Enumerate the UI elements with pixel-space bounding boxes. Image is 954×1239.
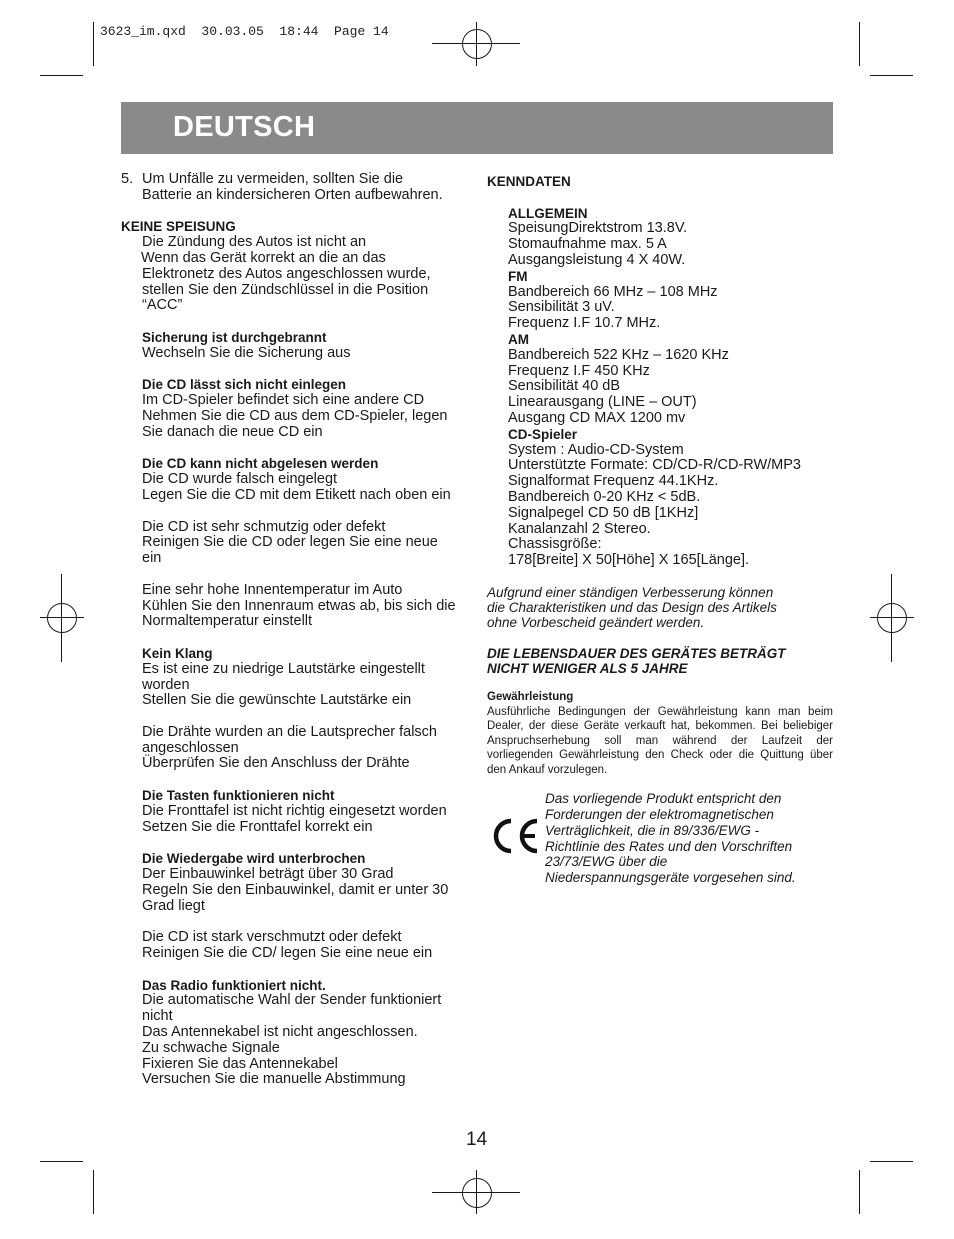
text-line: Die CD ist sehr schmutzig oder defekt <box>142 518 386 535</box>
section-heading: Die Tasten funktionieren nicht <box>142 788 335 804</box>
text-line: ein <box>142 550 162 567</box>
section-heading: Kein Klang <box>142 645 213 661</box>
registration-mark-top-circle <box>462 29 492 59</box>
crop-mark <box>40 1161 83 1162</box>
section-heading: KEINE SPEISUNG <box>121 219 236 235</box>
spec-line: Bandbereich 0-20 KHz < 5dB. <box>508 488 701 505</box>
text-line: Forderungen der elektromagnetischen <box>545 806 774 822</box>
item-number: 5. <box>121 171 134 187</box>
banner-title: DEUTSCH <box>173 111 316 143</box>
crop-mark <box>40 75 83 76</box>
text-line: Fixieren Sie das Antennekabel <box>142 1055 338 1072</box>
spec-line: Sensibilität 3 uV. <box>508 299 615 316</box>
text-line: angeschlossen <box>142 739 239 756</box>
spec-line: Kanalanzahl 2 Stereo. <box>508 520 651 537</box>
crop-mark <box>859 1170 860 1214</box>
spec-line: Signalformat Frequenz 44.1KHz. <box>508 473 719 490</box>
text-line: Batterie an kindersicheren Orten aufbewahren. <box>142 186 443 203</box>
text-line: Die CD ist stark verschmutzt oder defekt <box>142 929 402 946</box>
text-line: stellen Sie den Zündschlüssel in die Position <box>142 281 429 298</box>
text-line: nicht <box>142 1008 173 1025</box>
spec-line: Bandbereich 66 MHz – 108 MHz <box>508 283 718 300</box>
language-banner <box>121 102 833 154</box>
text-line: DIE LEBENSDAUER DES GERÄTES BETRÄGT <box>487 645 786 661</box>
troubleshooting-column <box>121 172 471 1088</box>
spec-line: SpeisungDirektstrom 13.8V. <box>508 220 688 237</box>
text-line: Die Drähte wurden an die Lautsprecher falsch <box>142 723 437 740</box>
text-line: Setzen Sie die Fronttafel korrekt ein <box>142 818 373 835</box>
spec-line: Frequenz I.F 450 KHz <box>508 362 650 379</box>
spec-list <box>487 206 833 569</box>
section-heading: Die Wiedergabe wird unterbrochen <box>142 851 366 867</box>
text-line: 23/73/EWG über die <box>545 854 668 870</box>
text-line: Aufgrund einer ständigen Verbesserung können <box>487 584 774 600</box>
text-line: Stellen Sie die gewünschte Lautstärke ein <box>142 692 412 709</box>
crop-mark <box>859 22 860 66</box>
text-line: worden <box>142 676 190 693</box>
section-heading: Die CD kann nicht abgelesen werden <box>142 456 379 472</box>
registration-mark-right-circle <box>877 603 907 633</box>
text-line: Die Zündung des Autos ist nicht an <box>142 234 367 251</box>
text-line: Legen Sie die CD mit dem Etikett nach oben ein <box>142 486 451 503</box>
section-heading: Sicherung ist durchgebrannt <box>142 329 327 345</box>
spec-heading: CD-Spieler <box>508 426 578 442</box>
text-line: Sie danach die neue CD ein <box>142 423 323 440</box>
section-heading: Die CD lässt sich nicht einlegen <box>142 377 347 393</box>
spec-line: Signalpegel CD 50 dB [1KHz] <box>508 504 699 521</box>
crop-mark <box>93 22 94 66</box>
text-line: Wenn das Gerät korrekt an die an das <box>141 249 386 266</box>
spec-heading: ALLGEMEIN <box>508 205 588 221</box>
page-number: 14 <box>466 1129 488 1150</box>
section-heading: KENNDATEN <box>487 174 571 189</box>
text-line: Der Einbauwinkel beträgt über 30 Grad <box>142 866 394 883</box>
text-line: Versuchen Sie die manuelle Abstimmung <box>142 1071 406 1088</box>
text-line: Um Unfälle zu vermeiden, sollten Sie die <box>142 171 404 187</box>
registration-mark-left-circle <box>47 603 77 633</box>
ce-mark-icon <box>489 815 543 857</box>
text-line: die Charakteristiken und das Design des Artikels <box>487 599 777 615</box>
spec-line: Chassisgröße: <box>508 536 602 553</box>
text-line: Reinigen Sie die CD oder legen Sie eine neue <box>142 534 438 551</box>
text-line: Grad liegt <box>142 897 205 914</box>
text-line: Die automatische Wahl der Sender funktioniert <box>142 992 442 1009</box>
text-line: Im CD-Spieler befindet sich eine andere CD <box>142 392 425 409</box>
section-body <box>121 251 471 314</box>
spec-heading: FM <box>508 268 528 284</box>
spec-line: Frequenz I.F 10.7 MHz. <box>508 315 661 332</box>
spec-line: Sensibilität 40 dB <box>508 378 621 395</box>
crop-mark <box>870 75 913 76</box>
lifespan-notice <box>487 646 833 678</box>
text-line: Niederspannungsgeräte vorgesehen sind. <box>545 870 796 886</box>
text-line: Regeln Sie den Einbauwinkel, damit er unter 30 <box>142 881 449 898</box>
text-line: Die CD wurde falsch eingelegt <box>142 471 338 488</box>
spec-line: Linearausgang (LINE – OUT) <box>508 394 697 411</box>
text-line: Verträglichkeit, die in 89/336/EWG - <box>545 822 760 838</box>
text-line: Das Antennekabel ist nicht angeschlossen. <box>142 1024 418 1041</box>
spec-line: 178[Breite] X 50[Höhe] X 165[Länge]. <box>508 552 750 569</box>
spec-line: Ausgangsleistung 4 X 40W. <box>508 251 686 268</box>
text-line: Das vorliegende Produkt entspricht den <box>545 791 782 807</box>
ce-text <box>545 791 835 886</box>
spec-line: System : Audio-CD-System <box>508 441 684 458</box>
print-slug: 3623_im.qxd 30.03.05 18:44 Page 14 <box>100 24 389 39</box>
text-line: ohne Vorbescheid geändert werden. <box>487 614 705 630</box>
spec-line: Stomaufnahme max. 5 A <box>508 236 667 253</box>
section-body <box>121 235 471 251</box>
text-line: Eine sehr hohe Innentemperatur im Auto <box>142 581 403 598</box>
improvement-notice <box>487 585 833 630</box>
text-line: Nehmen Sie die CD aus dem CD-Spieler, legen <box>142 407 448 424</box>
text-line: “ACC” <box>142 297 183 314</box>
text-line: NICHT WENIGER ALS 5 JAHRE <box>487 661 688 677</box>
item-text <box>142 172 443 204</box>
spec-line: Ausgang CD MAX 1200 mv <box>508 409 686 426</box>
item-5 <box>121 172 471 204</box>
crop-mark <box>93 1170 94 1214</box>
spec-heading: AM <box>508 331 529 347</box>
warranty-text: Ausführliche Bedingungen der Gewährleistung kann man beim Dealer, der diese Geräte verkauft hat, bekommen. Bei beliebiger Anspruchserhebung soll man während der Laufzeit der vorliegenden Gewährleistung den Check oder die Quittung über den Ankauf vorzulegen. <box>487 705 833 776</box>
spec-line: Unterstützte Formate: CD/CD-R/CD-RW/MP3 <box>508 457 801 474</box>
text-line: Wechseln Sie die Sicherung aus <box>142 344 351 361</box>
text-line: Zu schwache Signale <box>142 1039 280 1056</box>
registration-mark-bottom-circle <box>462 1178 492 1208</box>
specifications-column <box>487 174 833 886</box>
section-heading: Das Radio funktioniert nicht. <box>142 977 326 993</box>
crop-mark <box>870 1161 913 1162</box>
text-line: Die Fronttafel ist nicht richtig eingesetzt worden <box>142 802 447 819</box>
text-line: Überprüfen Sie den Anschluss der Drähte <box>142 755 410 772</box>
text-line: Richtlinie des Rates und den Vorschriften <box>545 838 793 854</box>
text-line: Kühlen Sie den Innenraum etwas ab, bis sich die <box>142 597 456 614</box>
text-line: Es ist eine zu niedrige Lautstärke eingestellt <box>142 660 425 677</box>
text-line: Normaltemperatur einstellt <box>142 613 313 630</box>
text-line: Elektronetz des Autos angeschlossen wurde, <box>142 265 431 282</box>
ce-declaration <box>487 791 833 886</box>
spec-line: Bandbereich 522 KHz – 1620 KHz <box>508 346 729 363</box>
warranty-heading: Gewährleistung <box>487 691 574 704</box>
text-line: Reinigen Sie die CD/ legen Sie eine neue ein <box>142 945 433 962</box>
